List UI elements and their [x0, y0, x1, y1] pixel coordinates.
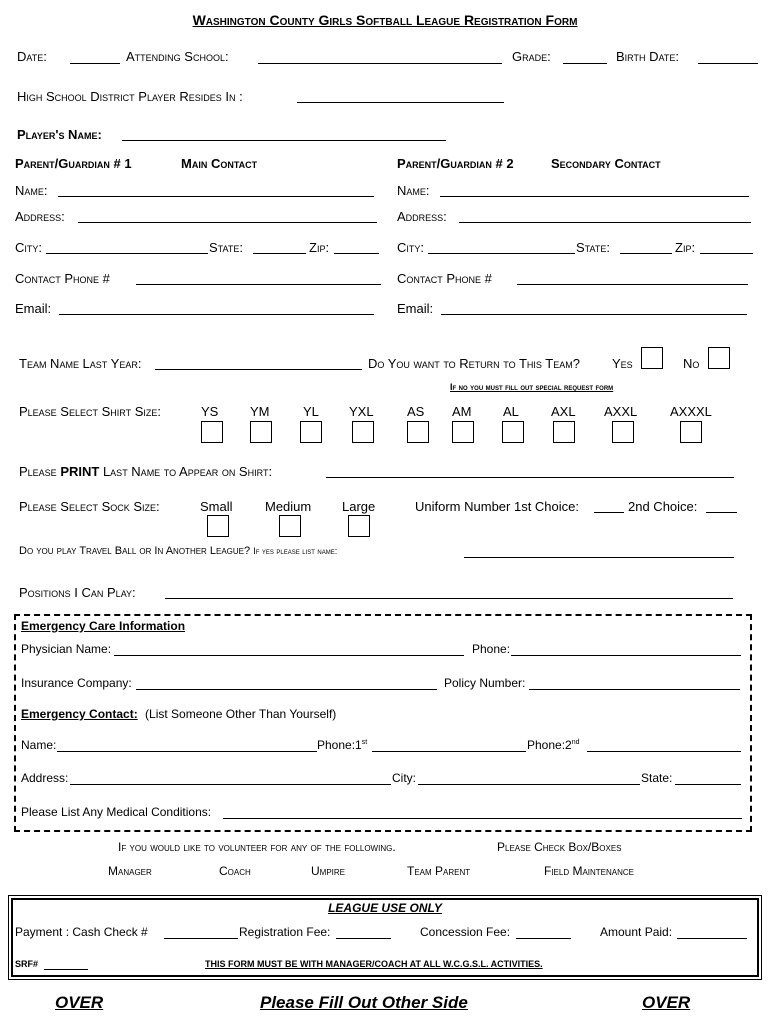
parent2-address-field[interactable]: [459, 222, 751, 223]
volunteer-check-text: Please Check Box/Boxes: [497, 840, 622, 854]
district-label: High School District Player Resides In :: [17, 89, 243, 104]
physician-phone-field[interactable]: [511, 655, 741, 656]
return-no-checkbox[interactable]: [708, 347, 730, 369]
shirt-size-checkbox-axxl[interactable]: [612, 421, 634, 443]
amount-paid-field[interactable]: [677, 938, 747, 939]
sock-size-checkbox-small[interactable]: [207, 515, 229, 537]
contact-phone2-label: [527, 739, 580, 751]
contact-state-label: State:: [641, 771, 673, 785]
medical-field[interactable]: [223, 818, 742, 819]
parent1-address-label: Address:: [15, 209, 65, 224]
shirt-size-checkbox-as[interactable]: [407, 421, 429, 443]
contact-phone1-text: Phone:1: [317, 738, 362, 752]
school-field[interactable]: [258, 63, 502, 64]
concession-field[interactable]: [516, 938, 571, 939]
policy-field[interactable]: [529, 689, 740, 690]
shirt-size-checkbox-ys[interactable]: [201, 421, 223, 443]
srf-label: SRF#: [15, 959, 39, 969]
shirt-size-checkbox-axxxl[interactable]: [680, 421, 702, 443]
parent2-phone-field[interactable]: [517, 284, 748, 285]
amount-paid-label: Amount Paid:: [600, 925, 673, 939]
footer-center: Please Fill Out Other Side: [260, 993, 468, 1012]
parent1-city-field[interactable]: [46, 253, 208, 254]
emergency-contact-heading: Emergency Contact:: [21, 707, 138, 721]
parent2-heading: Parent/Guardian # 2: [397, 156, 514, 171]
shirt-size-label: Please Select Shirt Size:: [19, 404, 161, 419]
physician-phone-label: Phone:: [472, 642, 511, 656]
parent2-state-field[interactable]: [620, 253, 672, 254]
parent1-state-label: State:: [209, 240, 243, 255]
shirt-size-label-as: AS: [407, 404, 425, 419]
reg-fee-label: Registration Fee:: [239, 925, 331, 939]
contact-phone2-sup: nd: [571, 739, 580, 746]
concession-label: Concession Fee:: [420, 925, 511, 939]
parent1-contact-type: Main Contact: [181, 156, 258, 171]
physician-label: Physician Name:: [21, 642, 112, 656]
team-name-label: Team Name Last Year:: [19, 356, 142, 371]
uniform-first-field[interactable]: [594, 512, 624, 513]
emergency-contact-line: [21, 708, 336, 720]
insurance-field[interactable]: [136, 689, 437, 690]
print-name-emphasis: PRINT: [60, 464, 100, 479]
uniform-first-label: Uniform Number 1st Choice:: [415, 499, 579, 514]
parent2-state-label: State:: [576, 240, 610, 255]
team-name-field[interactable]: [155, 369, 362, 370]
parent1-zip-field[interactable]: [334, 253, 379, 254]
parent1-city-label: City:: [15, 240, 43, 255]
birth-date-label: Birth Date:: [616, 49, 679, 64]
travel-ball-field[interactable]: [464, 557, 734, 558]
league-notice: THIS FORM MUST BE WITH MANAGER/COACH AT ALL W.C.G.S.L. ACTIVITIES.: [205, 959, 543, 969]
medical-label: Please List Any Medical Conditions:: [21, 805, 212, 819]
volunteer-role-manager[interactable]: Manager: [108, 864, 152, 878]
travel-ball-q: Do you play Travel Ball or In Another League?: [19, 545, 251, 557]
contact-phone1-sup: st: [361, 739, 368, 746]
print-name-post: Last Name to Appear on Shirt:: [102, 464, 273, 479]
contact-name-field[interactable]: [57, 751, 317, 752]
uniform-second-field[interactable]: [706, 512, 737, 513]
positions-field[interactable]: [165, 598, 733, 599]
payment-label: Payment : Cash Check #: [15, 925, 148, 939]
parent2-phone-label: Contact Phone #: [397, 271, 492, 286]
sock-size-label-small: Small: [200, 499, 233, 514]
check-number-field[interactable]: [164, 938, 238, 939]
sock-size-checkbox-large[interactable]: [348, 515, 370, 537]
shirt-size-label-am: AM: [452, 404, 472, 419]
shirt-size-checkbox-yl[interactable]: [300, 421, 322, 443]
parent2-address-label: Address:: [397, 209, 447, 224]
contact-city-label: City:: [392, 771, 416, 785]
shirt-size-checkbox-yxl[interactable]: [352, 421, 374, 443]
parent1-state-field[interactable]: [253, 253, 306, 254]
parent1-name-label: Name:: [15, 183, 48, 198]
shirt-size-checkbox-al[interactable]: [502, 421, 524, 443]
insurance-label: Insurance Company:: [21, 676, 132, 690]
contact-address-label: Address:: [21, 771, 69, 785]
contact-city-field[interactable]: [418, 784, 640, 785]
shirt-size-checkbox-am[interactable]: [452, 421, 474, 443]
shirt-size-label-axxl: AXXL: [604, 404, 638, 419]
return-yes-label: Yes: [612, 356, 633, 371]
reg-fee-field[interactable]: [336, 938, 391, 939]
shirt-size-label-al: AL: [503, 404, 519, 419]
return-yes-checkbox[interactable]: [641, 347, 663, 369]
shirt-size-label-yl: YL: [303, 404, 319, 419]
volunteer-role-field-maintenance[interactable]: Field Maintenance: [544, 864, 635, 878]
shirt-size-label-yxl: YXL: [349, 404, 374, 419]
contact-phone1-field[interactable]: [372, 751, 526, 752]
shirt-size-label-axxxl: AXXXL: [670, 404, 712, 419]
contact-state-field[interactable]: [675, 784, 741, 785]
grade-label: Grade:: [512, 49, 551, 64]
travel-ball-q2: If yes please list name:: [253, 546, 338, 556]
physician-field[interactable]: [114, 655, 464, 656]
uniform-second-label: 2nd Choice:: [628, 499, 698, 514]
sock-size-checkbox-medium[interactable]: [279, 515, 301, 537]
volunteer-text: If you would like to volunteer for any of the following.: [118, 840, 396, 854]
return-question: Do You want to Return to This Team?: [368, 356, 580, 371]
date-label: Date:: [17, 49, 47, 64]
parent1-address-field[interactable]: [78, 222, 377, 223]
parent2-name-field[interactable]: [440, 196, 749, 197]
contact-name-label: Name:: [21, 738, 57, 752]
parent2-city-field[interactable]: [428, 253, 575, 254]
contact-phone1-label: [317, 739, 367, 751]
positions-label: Positions I Can Play:: [19, 585, 136, 600]
footer-right: OVER: [642, 993, 691, 1012]
parent2-contact-type: Secondary Contact: [551, 156, 661, 171]
parent1-name-field[interactable]: [58, 196, 374, 197]
parent2-city-label: City:: [397, 240, 425, 255]
parent1-email-label: Email:: [15, 301, 52, 316]
district-field[interactable]: [297, 102, 504, 103]
print-name-pre: Please: [19, 464, 57, 479]
volunteer-role-team-parent[interactable]: Team Parent: [407, 864, 471, 878]
parent2-name-label: Name:: [397, 183, 430, 198]
shirt-size-label-axl: AXL: [551, 404, 576, 419]
emergency-heading: Emergency Care Information: [21, 619, 186, 633]
policy-label: Policy Number:: [444, 676, 526, 690]
parent1-phone-label: Contact Phone #: [15, 271, 110, 286]
contact-address-field[interactable]: [70, 784, 391, 785]
travel-ball-question: [19, 546, 337, 557]
shirt-size-label-ys: YS: [201, 404, 219, 419]
srf-field[interactable]: [44, 969, 88, 970]
form-title: Washington County Girls Softball League Registration Form: [192, 12, 578, 28]
school-label: Attending School:: [126, 49, 229, 64]
emergency-section-border: [14, 614, 752, 832]
sock-size-label-medium: Medium: [265, 499, 312, 514]
emergency-contact-note: (List Someone Other Than Yourself): [145, 707, 337, 721]
parent2-zip-field[interactable]: [700, 253, 753, 254]
contact-phone2-field[interactable]: [587, 751, 741, 752]
league-heading: LEAGUE USE ONLY: [328, 901, 442, 915]
birth-date-field[interactable]: [698, 63, 758, 64]
parent2-email-label: Email:: [397, 301, 434, 316]
return-no-label: No: [683, 356, 700, 371]
parent2-zip-label: Zip:: [675, 240, 696, 255]
parent1-phone-field[interactable]: [136, 284, 381, 285]
print-name-label: [19, 465, 272, 478]
date-field[interactable]: [70, 63, 120, 64]
shirt-size-checkbox-axl[interactable]: [553, 421, 575, 443]
parent1-email-field[interactable]: [59, 314, 374, 315]
special-request-note: If no you must fill out special request form: [450, 382, 614, 392]
player-name-label: Player's Name:: [17, 127, 102, 142]
footer-left: OVER: [55, 993, 104, 1012]
contact-phone2-text: Phone:2: [527, 738, 572, 752]
parent1-heading: Parent/Guardian # 1: [15, 156, 132, 171]
volunteer-role-umpire[interactable]: Umpire: [311, 864, 346, 878]
shirt-size-checkbox-ym[interactable]: [250, 421, 272, 443]
grade-field[interactable]: [563, 63, 607, 64]
parent1-zip-label: Zip:: [309, 240, 330, 255]
player-name-field[interactable]: [122, 140, 446, 141]
sock-size-label-large: Large: [342, 499, 376, 514]
volunteer-role-coach[interactable]: Coach: [219, 864, 251, 878]
shirt-size-label-ym: YM: [250, 404, 270, 419]
parent2-email-field[interactable]: [441, 314, 747, 315]
print-name-field[interactable]: [326, 477, 734, 478]
sock-size-label: Please Select Sock Size:: [19, 499, 160, 514]
